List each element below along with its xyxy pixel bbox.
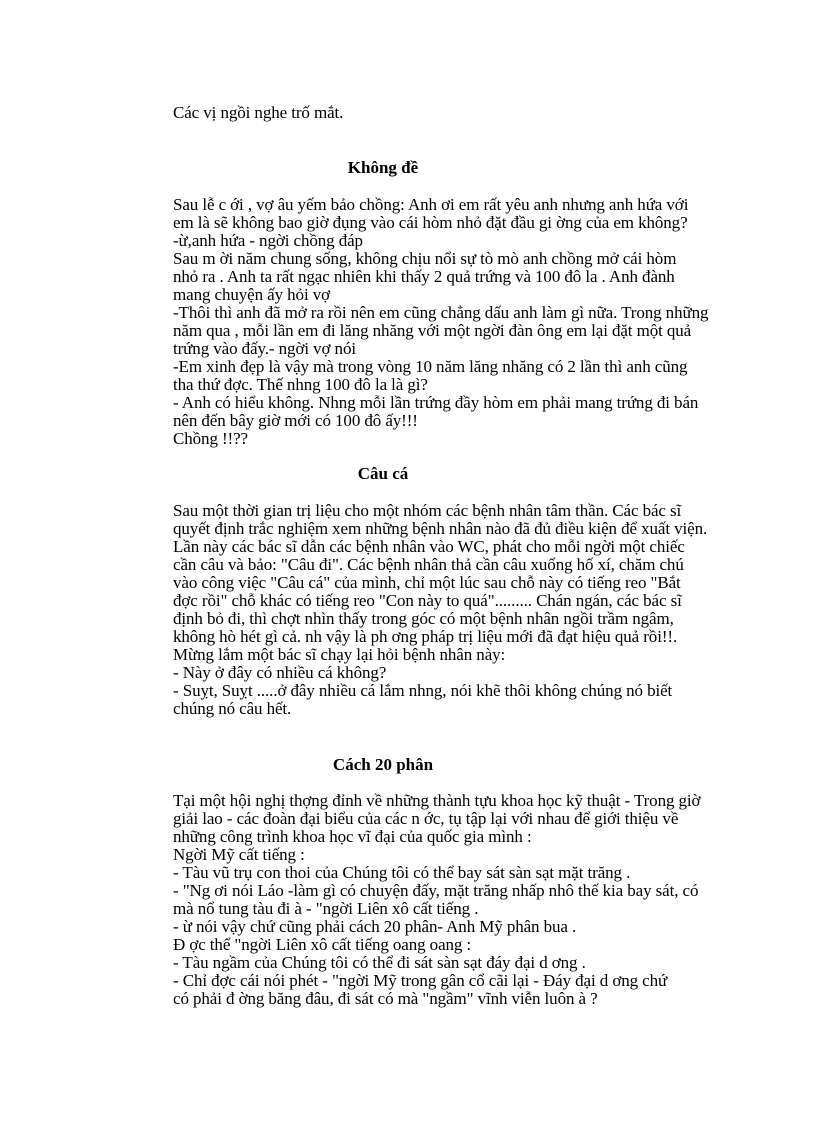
story3-line: - ừ nói vậy chứ cũng phải cách 20 phân- Anh Mỹ phân bua .	[173, 917, 577, 936]
story1-line: Chồng !!??	[173, 429, 249, 448]
story1-line: năm qua , mỗi lần em đi lăng nhăng với một ngời đàn ông em lại đặt một quả	[173, 321, 692, 340]
story2-line: - Này ở đây có nhiều cá không?	[173, 663, 387, 682]
story-title-cach-20-phan: Cách 20 phân	[332, 755, 434, 774]
story1-line: nhỏ ra . Anh ta rất ngạc nhiên khi thấy 2 quả trứng và 100 đô la . Anh đành	[173, 267, 675, 286]
story3-line: những công trình khoa học vĩ đại của quốc gia mình :	[173, 827, 532, 846]
story2-line: Lần này các bác sĩ dẫn các bệnh nhân vào WC, phát cho mỗi ngời một chiếc	[173, 537, 685, 556]
story2-line: quyết định trắc nghiệm xem những bệnh nhân nào đã đủ điều kiện để xuất viện.	[173, 519, 708, 538]
story1-line: -Thôi thì anh đã mở ra rồi nên em cũng chẳng dấu anh làm gì nữa. Trong những	[173, 303, 709, 322]
story3-line: Tại một hội nghị thợng đỉnh về những thành tựu khoa học kỹ thuật - Trong giờ	[173, 791, 701, 810]
story2-line: - Suỵt, Suỵt .....ở đây nhiều cá lắm nhng, nói khẽ thôi không chúng nó biết	[173, 681, 673, 700]
story1-line: nên đến bây giờ mới có 100 đô ấy!!!	[173, 411, 418, 430]
story1-line: tha thứ đợc. Thế nhng 100 đô la là gì?	[173, 375, 428, 394]
story2-line: chúng nó câu hết.	[173, 699, 292, 718]
story2-line: không hò hét gì cả. nh vậy là ph ơng pháp trị liệu mới đã đạt hiệu quả rồi!!.	[173, 627, 678, 646]
story3-line: Ngời Mỹ cất tiếng :	[173, 845, 305, 864]
story2-line: đợc rồi" chỗ khác có tiếng reo "Con này to quá"......... Chán ngán, các bác sĩ	[173, 591, 682, 610]
story2-line: Mừng lắm một bác sĩ chạy lại hỏi bệnh nhân này:	[173, 645, 506, 664]
story1-line: -Em xinh đẹp là vậy mà trong vòng 10 năm lăng nhăng có 2 lần thì anh cũng	[173, 357, 688, 376]
story1-line: -ừ,anh hứa - ngời chồng đáp	[173, 231, 363, 250]
story2-line: Sau một thời gian trị liệu cho một nhóm các bệnh nhân tâm thần. Các bác sĩ	[173, 501, 682, 520]
story3-line: - Tàu ngầm của Chúng tôi có thể đi sát sàn sạt đáy đại d ơng .	[173, 953, 586, 972]
story1-line: Sau lễ c ới , vợ âu yếm bảo chồng: Anh ơi em rất yêu anh nhưng anh hứa với	[173, 195, 689, 214]
story-title-cau-ca: Câu cá	[357, 464, 409, 483]
story3-line: - "Ng ơi nói Láo -làm gì có chuyện đấy, mặt trăng nhấp nhô thế kia bay sát, có	[173, 881, 699, 900]
story3-line: mà nổ tung tàu đi à - "ngời Liên xô cất tiếng .	[173, 899, 479, 918]
intro-line: Các vị ngồi nghe trố mắt.	[173, 103, 344, 122]
story2-line: định bỏ đi, thì chợt nhìn thấy trong góc có một bệnh nhân ngồi trầm ngâm,	[173, 609, 674, 628]
story1-line: mang chuyện ấy hỏi vợ	[173, 285, 331, 304]
story3-line: - Chỉ đợc cái nói phét - "ngời Mỹ trong gân cổ cãi lại - Đáy đại d ơng chứ	[173, 971, 668, 990]
story3-line: giải lao - các đoàn đại biểu của các n ớc, tụ tập lại với nhau để giới thiệu về	[173, 809, 679, 828]
story1-line: trứng vào đấy.- ngời vợ nói	[173, 339, 356, 358]
story-title-khong-de: Không đề	[347, 158, 419, 177]
story1-line: Sau m ời năm chung sống, không chịu nổi sự tò mò anh chồng mở cái hòm	[173, 249, 677, 268]
story1-line: em là sẽ không bao giờ đụng vào cái hòm nhỏ đặt đầu gi ờng của em không?	[173, 213, 688, 232]
story3-line: - Tàu vũ trụ con thoi của Chúng tôi có thể bay sát sàn sạt mặt trăng .	[173, 863, 631, 882]
story3-line: Đ ợc thể "ngời Liên xô cất tiếng oang oang :	[173, 935, 472, 954]
story2-line: cần câu và bảo: "Câu đi". Các bệnh nhân thả cần câu xuống hố xí, chăm chú	[173, 555, 684, 574]
story3-line: có phải đ ờng băng đâu, đi sát có mà "ngầm" vĩnh viễn luôn à ?	[173, 989, 598, 1008]
story2-line: vào công việc "Câu cá" của mình, chỉ một lúc sau chỗ này có tiếng reo "Bắt	[173, 573, 681, 592]
story1-line: - Anh có hiểu không. Nhng mỗi lần trứng đầy hòm em phải mang trứng đi bán	[173, 393, 699, 412]
